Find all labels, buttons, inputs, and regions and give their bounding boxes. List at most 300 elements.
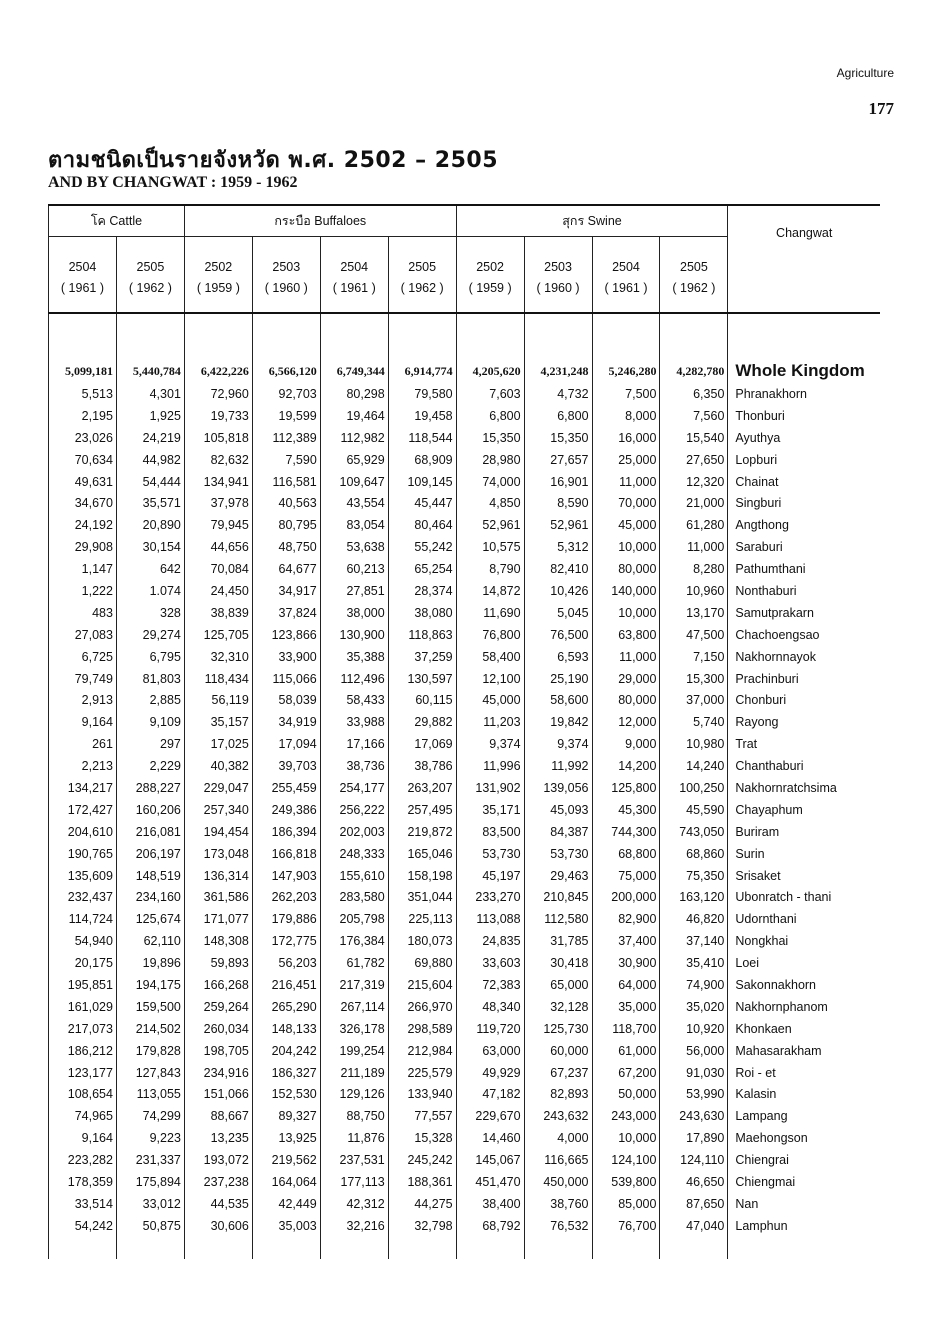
value-cell: 82,410 — [524, 558, 592, 580]
value-cell: 48,750 — [252, 536, 320, 558]
value-cell: 193,072 — [184, 1149, 252, 1171]
changwat-name: Trat — [735, 737, 758, 752]
value-cell: 17,094 — [252, 733, 320, 755]
value-cell: 15,350 — [456, 427, 524, 449]
year-thai: 2502 — [476, 260, 505, 274]
value-cell: 225,113 — [388, 908, 456, 930]
year-header — [320, 237, 388, 332]
table-row — [49, 755, 881, 777]
value-cell: 44,656 — [184, 536, 252, 558]
value-cell: 118,544 — [388, 427, 456, 449]
changwat-name: Singburi — [735, 496, 782, 511]
value-cell: 10,575 — [456, 536, 524, 558]
value-cell: 6,593 — [524, 646, 592, 668]
value-cell: 4,231,248 — [524, 359, 592, 383]
value-cell: 19,458 — [388, 405, 456, 427]
value-cell: 2,885 — [116, 689, 184, 711]
value-cell: 13,235 — [184, 1127, 252, 1149]
value-cell: 113,055 — [116, 1084, 184, 1106]
value-cell: 61,782 — [320, 952, 388, 974]
value-cell: 16,901 — [524, 471, 592, 493]
value-cell: 74,299 — [116, 1105, 184, 1127]
year-ad: ( 1961 ) — [604, 281, 648, 295]
value-cell: 69,880 — [388, 952, 456, 974]
value-cell: 34,670 — [49, 492, 117, 514]
value-cell: 61,000 — [592, 1040, 660, 1062]
value-cell: 257,340 — [184, 799, 252, 821]
table-row — [49, 449, 881, 471]
value-cell: 38,080 — [388, 602, 456, 624]
year-header — [184, 237, 252, 332]
value-cell: 68,792 — [456, 1215, 524, 1237]
value-cell: 219,872 — [388, 821, 456, 843]
value-cell: 35,410 — [660, 952, 728, 974]
table-row — [49, 689, 881, 711]
table-row — [49, 711, 881, 733]
value-cell: 123,177 — [49, 1062, 117, 1084]
value-cell: 5,312 — [524, 536, 592, 558]
value-cell: 67,200 — [592, 1062, 660, 1084]
value-cell: 11,996 — [456, 755, 524, 777]
value-cell: 15,350 — [524, 427, 592, 449]
value-cell: 9,374 — [524, 733, 592, 755]
value-cell: 2,913 — [49, 689, 117, 711]
value-cell: 58,400 — [456, 646, 524, 668]
value-cell: 108,654 — [49, 1084, 117, 1106]
changwat-name: Ayuthya — [735, 430, 781, 445]
value-cell: 116,665 — [524, 1149, 592, 1171]
value-cell: 14,460 — [456, 1127, 524, 1149]
value-cell: 15,540 — [660, 427, 728, 449]
value-cell: 237,531 — [320, 1149, 388, 1171]
value-cell — [592, 331, 660, 359]
value-cell — [388, 1237, 456, 1259]
value-cell: 35,388 — [320, 646, 388, 668]
value-cell: 7,500 — [592, 383, 660, 405]
value-cell: 20,890 — [116, 514, 184, 536]
changwat-name: Chonburi — [735, 693, 787, 708]
value-cell: 44,535 — [184, 1193, 252, 1215]
value-cell: 186,327 — [252, 1062, 320, 1084]
value-cell: 125,800 — [592, 777, 660, 799]
changwat-name: Ubonratch - thani — [735, 890, 832, 905]
value-cell: 34,919 — [252, 711, 320, 733]
value-cell: 80,000 — [592, 558, 660, 580]
value-cell: 72,960 — [184, 383, 252, 405]
table-row — [49, 471, 881, 493]
value-cell: 24,450 — [184, 580, 252, 602]
value-cell: 119,720 — [456, 1018, 524, 1040]
value-cell: 70,084 — [184, 558, 252, 580]
group-header-cattle: โค Cattle — [49, 206, 185, 237]
value-cell: 139,056 — [524, 777, 592, 799]
value-cell: 9,164 — [49, 711, 117, 733]
value-cell: 30,606 — [184, 1215, 252, 1237]
value-cell: 163,120 — [660, 886, 728, 908]
value-cell: 30,900 — [592, 952, 660, 974]
value-cell: 33,900 — [252, 646, 320, 668]
changwat-name: Chachoengsao — [735, 627, 820, 642]
changwat-name: Phranakhorn — [735, 386, 807, 401]
value-cell: 67,237 — [524, 1062, 592, 1084]
value-cell — [184, 1237, 252, 1259]
value-cell: 4,301 — [116, 383, 184, 405]
value-cell: 33,603 — [456, 952, 524, 974]
value-cell: 53,730 — [456, 843, 524, 865]
value-cell: 79,580 — [388, 383, 456, 405]
value-cell: 172,427 — [49, 799, 117, 821]
value-cell: 33,988 — [320, 711, 388, 733]
value-cell: 6,800 — [456, 405, 524, 427]
value-cell: 33,012 — [116, 1193, 184, 1215]
value-cell: 539,800 — [592, 1171, 660, 1193]
value-cell: 68,860 — [660, 843, 728, 865]
value-cell: 134,217 — [49, 777, 117, 799]
value-cell: 9,223 — [116, 1127, 184, 1149]
value-cell: 44,982 — [116, 449, 184, 471]
value-cell: 134,941 — [184, 471, 252, 493]
value-cell: 194,454 — [184, 821, 252, 843]
value-cell: 40,382 — [184, 755, 252, 777]
value-cell: 112,389 — [252, 427, 320, 449]
value-cell: 160,206 — [116, 799, 184, 821]
value-cell: 8,280 — [660, 558, 728, 580]
value-cell: 60,115 — [388, 689, 456, 711]
value-cell: 64,677 — [252, 558, 320, 580]
year-thai: 2504 — [612, 260, 640, 274]
value-cell: 9,109 — [116, 711, 184, 733]
value-cell: 261 — [49, 733, 117, 755]
value-cell: 70,634 — [49, 449, 117, 471]
table-row — [49, 646, 881, 668]
value-cell: 216,451 — [252, 974, 320, 996]
year-header — [456, 237, 524, 332]
value-cell: 10,980 — [660, 733, 728, 755]
value-cell: 34,917 — [252, 580, 320, 602]
value-cell: 114,724 — [49, 908, 117, 930]
value-cell: 202,003 — [320, 821, 388, 843]
value-cell: 178,359 — [49, 1171, 117, 1193]
table-row — [49, 1215, 881, 1237]
value-cell: 135,609 — [49, 865, 117, 887]
value-cell: 35,020 — [660, 996, 728, 1018]
table-row — [49, 624, 881, 646]
value-cell: 164,064 — [252, 1171, 320, 1193]
value-cell — [116, 1237, 184, 1259]
value-cell: 256,222 — [320, 799, 388, 821]
value-cell: 243,000 — [592, 1105, 660, 1127]
value-cell: 80,795 — [252, 514, 320, 536]
value-cell: 200,000 — [592, 886, 660, 908]
value-cell: 43,554 — [320, 492, 388, 514]
table-row — [49, 1040, 881, 1062]
value-cell: 112,982 — [320, 427, 388, 449]
page-title-english: AND BY CHANGWAT : 1959 - 1962 — [48, 174, 298, 191]
value-cell: 45,093 — [524, 799, 592, 821]
value-cell: 40,563 — [252, 492, 320, 514]
value-cell: 257,495 — [388, 799, 456, 821]
table-row — [49, 886, 881, 908]
changwat-name: Kalasin — [735, 1087, 777, 1102]
value-cell: 37,000 — [660, 689, 728, 711]
value-cell — [320, 1237, 388, 1259]
value-cell: 47,182 — [456, 1084, 524, 1106]
table-row — [49, 1062, 881, 1084]
value-cell: 4,732 — [524, 383, 592, 405]
value-cell: 1,222 — [49, 580, 117, 602]
value-cell: 12,320 — [660, 471, 728, 493]
value-cell — [49, 331, 117, 359]
value-cell: 118,863 — [388, 624, 456, 646]
value-cell — [592, 1237, 660, 1259]
changwat-name: Chanthaburi — [735, 759, 804, 774]
year-ad: ( 1960 ) — [264, 281, 308, 295]
value-cell: 60,000 — [524, 1040, 592, 1062]
changwat-header: Changwat — [776, 226, 833, 240]
value-cell: 6,800 — [524, 405, 592, 427]
value-cell: 260,034 — [184, 1018, 252, 1040]
value-cell — [456, 1237, 524, 1259]
value-cell: 262,203 — [252, 886, 320, 908]
value-cell: 1,925 — [116, 405, 184, 427]
changwat-name: Rayong — [735, 715, 779, 730]
value-cell: 11,992 — [524, 755, 592, 777]
table-body — [49, 331, 881, 1259]
value-cell: 38,000 — [320, 602, 388, 624]
value-cell: 76,800 — [456, 624, 524, 646]
changwat-name: Udornthani — [735, 912, 797, 927]
value-cell: 23,026 — [49, 427, 117, 449]
value-cell: 11,690 — [456, 602, 524, 624]
value-cell: 4,205,620 — [456, 359, 524, 383]
value-cell: 13,170 — [660, 602, 728, 624]
value-cell: 17,890 — [660, 1127, 728, 1149]
value-cell: 32,216 — [320, 1215, 388, 1237]
table-row — [49, 843, 881, 865]
value-cell: 131,902 — [456, 777, 524, 799]
header-divider — [48, 312, 880, 314]
value-cell: 124,100 — [592, 1149, 660, 1171]
table-row — [49, 1105, 881, 1127]
value-cell — [660, 331, 728, 359]
table-row — [49, 580, 881, 602]
value-cell: 642 — [116, 558, 184, 580]
changwat-name: Nakhornnayok — [735, 649, 816, 664]
value-cell: 248,333 — [320, 843, 388, 865]
value-cell: 451,470 — [456, 1171, 524, 1193]
changwat-name: Nakhornphanom — [735, 999, 828, 1014]
value-cell: 65,000 — [524, 974, 592, 996]
value-cell: 28,374 — [388, 580, 456, 602]
year-header — [592, 237, 660, 332]
value-cell: 12,000 — [592, 711, 660, 733]
value-cell: 283,580 — [320, 886, 388, 908]
value-cell: 225,579 — [388, 1062, 456, 1084]
table-row — [49, 514, 881, 536]
value-cell: 20,175 — [49, 952, 117, 974]
value-cell: 205,798 — [320, 908, 388, 930]
value-cell: 231,337 — [116, 1149, 184, 1171]
value-cell: 130,597 — [388, 668, 456, 690]
changwat-name: Surin — [735, 846, 765, 861]
value-cell: 14,872 — [456, 580, 524, 602]
value-cell: 7,560 — [660, 405, 728, 427]
value-cell: 10,426 — [524, 580, 592, 602]
value-cell: 12,100 — [456, 668, 524, 690]
year-ad: ( 1962 ) — [128, 281, 172, 295]
value-cell: 4,000 — [524, 1127, 592, 1149]
value-cell: 11,876 — [320, 1127, 388, 1149]
value-cell: 74,000 — [456, 471, 524, 493]
tail-row — [49, 1237, 881, 1259]
value-cell: 45,300 — [592, 799, 660, 821]
value-cell: 171,077 — [184, 908, 252, 930]
value-cell: 245,242 — [388, 1149, 456, 1171]
value-cell: 112,580 — [524, 908, 592, 930]
value-cell: 11,000 — [592, 646, 660, 668]
value-cell: 35,157 — [184, 711, 252, 733]
value-cell: 179,886 — [252, 908, 320, 930]
value-cell: 17,025 — [184, 733, 252, 755]
year-ad: ( 1962 ) — [672, 281, 716, 295]
value-cell: 125,705 — [184, 624, 252, 646]
value-cell: 10,000 — [592, 1127, 660, 1149]
value-cell: 24,219 — [116, 427, 184, 449]
value-cell: 17,166 — [320, 733, 388, 755]
value-cell: 29,882 — [388, 711, 456, 733]
value-cell: 6,566,120 — [252, 359, 320, 383]
value-cell: 267,114 — [320, 996, 388, 1018]
value-cell: 47,040 — [660, 1215, 728, 1237]
value-cell: 70,000 — [592, 492, 660, 514]
value-cell: 16,000 — [592, 427, 660, 449]
value-cell: 50,875 — [116, 1215, 184, 1237]
value-cell: 27,083 — [49, 624, 117, 646]
value-cell: 113,088 — [456, 908, 524, 930]
value-cell: 42,312 — [320, 1193, 388, 1215]
value-cell: 35,003 — [252, 1215, 320, 1237]
value-cell: 186,212 — [49, 1040, 117, 1062]
value-cell: 1.074 — [116, 580, 184, 602]
value-cell: 744,300 — [592, 821, 660, 843]
value-cell: 45,000 — [592, 514, 660, 536]
changwat-name: Sakonnakhorn — [735, 977, 817, 992]
value-cell: 88,667 — [184, 1105, 252, 1127]
value-cell: 177,113 — [320, 1171, 388, 1193]
value-cell: 159,500 — [116, 996, 184, 1018]
value-cell: 9,164 — [49, 1127, 117, 1149]
value-cell: 450,000 — [524, 1171, 592, 1193]
value-cell: 216,081 — [116, 821, 184, 843]
year-ad: ( 1961 ) — [60, 281, 105, 295]
value-cell: 6,749,344 — [320, 359, 388, 383]
value-cell: 83,054 — [320, 514, 388, 536]
value-cell: 118,700 — [592, 1018, 660, 1040]
value-cell: 223,282 — [49, 1149, 117, 1171]
value-cell: 152,530 — [252, 1084, 320, 1106]
value-cell: 195,851 — [49, 974, 117, 996]
changwat-name: Nakhornratchsima — [735, 780, 837, 795]
value-cell: 206,197 — [116, 843, 184, 865]
table-row — [49, 799, 881, 821]
value-cell: 165,046 — [388, 843, 456, 865]
value-cell: 19,599 — [252, 405, 320, 427]
value-cell: 266,970 — [388, 996, 456, 1018]
value-cell: 118,434 — [184, 668, 252, 690]
value-cell: 59,893 — [184, 952, 252, 974]
table-row — [49, 492, 881, 514]
changwat-name: Prachinburi — [735, 671, 799, 686]
value-cell: 54,444 — [116, 471, 184, 493]
table-row — [49, 996, 881, 1018]
value-cell: 50,000 — [592, 1084, 660, 1106]
value-cell: 233,270 — [456, 886, 524, 908]
changwat-name: Maehongson — [735, 1131, 808, 1146]
table-row — [49, 1149, 881, 1171]
table-row — [49, 1018, 881, 1040]
value-cell: 32,798 — [388, 1215, 456, 1237]
group-header-row — [49, 206, 881, 237]
value-cell: 21,000 — [660, 492, 728, 514]
value-cell: 62,110 — [116, 930, 184, 952]
value-cell: 63,800 — [592, 624, 660, 646]
value-cell: 4,850 — [456, 492, 524, 514]
value-cell: 198,705 — [184, 1040, 252, 1062]
value-cell: 55,242 — [388, 536, 456, 558]
value-cell: 33,514 — [49, 1193, 117, 1215]
value-cell: 82,893 — [524, 1084, 592, 1106]
year-header — [388, 237, 456, 332]
value-cell: 25,190 — [524, 668, 592, 690]
value-cell: 35,171 — [456, 799, 524, 821]
value-cell: 45,000 — [456, 689, 524, 711]
changwat-name — [728, 1237, 880, 1259]
value-cell: 76,500 — [524, 624, 592, 646]
value-cell: 6,350 — [660, 383, 728, 405]
value-cell: 45,590 — [660, 799, 728, 821]
value-cell: 19,733 — [184, 405, 252, 427]
livestock-table — [48, 206, 880, 1259]
value-cell: 63,000 — [456, 1040, 524, 1062]
value-cell: 68,800 — [592, 843, 660, 865]
value-cell: 483 — [49, 602, 117, 624]
value-cell: 45,447 — [388, 492, 456, 514]
value-cell: 255,459 — [252, 777, 320, 799]
value-cell: 155,610 — [320, 865, 388, 887]
value-cell: 5,740 — [660, 711, 728, 733]
changwat-name: Nan — [735, 1196, 759, 1211]
table-row — [49, 536, 881, 558]
value-cell: 166,268 — [184, 974, 252, 996]
value-cell: 87,650 — [660, 1193, 728, 1215]
year-ad: ( 1959 ) — [468, 281, 512, 295]
value-cell: 217,073 — [49, 1018, 117, 1040]
value-cell: 243,632 — [524, 1105, 592, 1127]
value-cell: 24,192 — [49, 514, 117, 536]
changwat-name: Srisaket — [735, 868, 781, 883]
value-cell: 124,110 — [660, 1149, 728, 1171]
value-cell: 148,519 — [116, 865, 184, 887]
value-cell: 42,449 — [252, 1193, 320, 1215]
changwat-name: Nongkhai — [735, 934, 789, 949]
table-row — [49, 1193, 881, 1215]
changwat-name: Loei — [735, 956, 760, 971]
value-cell: 38,839 — [184, 602, 252, 624]
value-cell: 351,044 — [388, 886, 456, 908]
value-cell: 45,197 — [456, 865, 524, 887]
year-thai: 2505 — [136, 260, 165, 274]
value-cell: 11,203 — [456, 711, 524, 733]
